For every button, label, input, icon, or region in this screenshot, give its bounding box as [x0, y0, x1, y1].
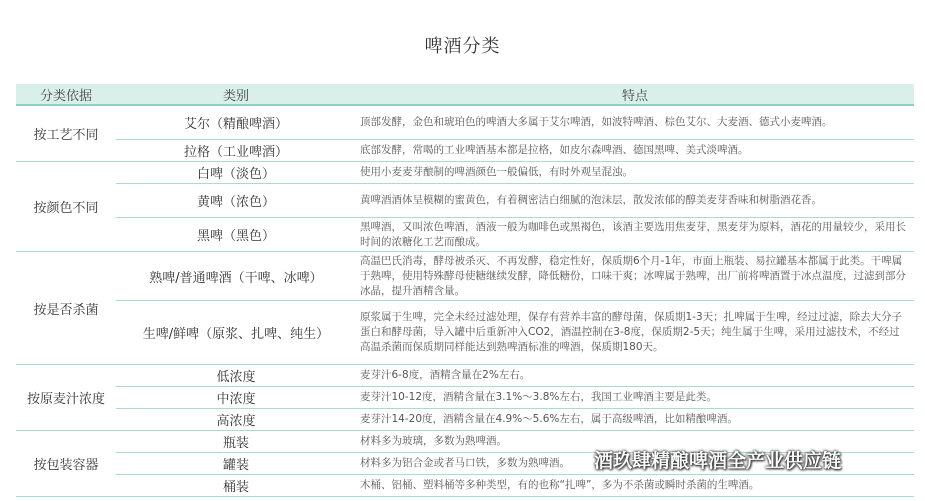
- table-row: [16, 105, 914, 140]
- watermark-text: 酒玖肆精酿啤酒全产业供应链: [594, 450, 842, 472]
- feature-cell: 麦芽汁6-8度，酒精含量在2%左右。: [356, 365, 914, 387]
- category-cell: 熟啤/普通啤酒（干啤、冰啤）: [116, 252, 356, 301]
- table-row: [16, 365, 914, 387]
- table-row: [16, 409, 914, 431]
- category-cell: 桶装: [116, 475, 356, 497]
- category-cell: 艾尔（精酿啤酒）: [116, 105, 356, 140]
- table-row: [16, 184, 914, 218]
- table-row: [16, 301, 914, 365]
- table-row: [16, 162, 914, 184]
- feature-cell: 高温巴氏消毒，酵母被杀灭、不再发酵，稳定性好，保质期6个月-1年，市面上瓶装、易拉罐基本都属于此类。干啤属于熟啤，使用特殊酵母使糖继续发酵，降低糖份，口味干爽；冰啤属于熟啤，出厂前将啤酒置于冰点温度，过滤到部分冰晶，提升酒精含量。: [356, 252, 914, 301]
- table-row: [16, 387, 914, 409]
- table-row: [16, 475, 914, 497]
- category-cell: 低浓度: [116, 365, 356, 387]
- watermark: [568, 446, 841, 473]
- table-row: [16, 252, 914, 301]
- feature-cell: 材料多为玻璃，多数为熟啤酒。: [356, 431, 914, 453]
- header-category: 类别: [116, 84, 356, 105]
- category-cell: 黑啤（黑色）: [116, 218, 356, 252]
- category-cell: 高浓度: [116, 409, 356, 431]
- feature-cell: 黑啤酒，又叫浓色啤酒，酒液一般为咖啡色或黑褐色，该酒主要选用焦麦芽，黑麦芽为原料，酒花的用量较少，采用长时间的浓糖化工艺而酿成。: [356, 218, 914, 252]
- feature-cell: 底部发酵，常喝的工业啤酒基本都是拉格，如皮尔森啤酒、德国黑啤、美式淡啤酒。: [356, 140, 914, 162]
- feature-cell: 木桶、铝桶、塑料桶等多种类型，有的也称“扎啤”，多为不杀菌或瞬时杀菌的生啤酒。: [356, 475, 914, 497]
- basis-cell: 按工艺不同: [16, 105, 116, 162]
- table-row: [16, 140, 914, 162]
- category-cell: 拉格（工业啤酒）: [116, 140, 356, 162]
- basis-cell: 按原麦汁浓度: [16, 365, 116, 431]
- category-cell: 生啤/鲜啤（原浆、扎啤、纯生）: [116, 301, 356, 365]
- page-title: 啤酒分类: [424, 36, 501, 57]
- feature-cell: 麦芽汁14-20度，酒精含量在4.9%～5.6%左右，属于高级啤酒，比如精酿啤酒。: [356, 409, 914, 431]
- category-cell: 白啤（淡色）: [116, 162, 356, 184]
- basis-cell: 按颜色不同: [16, 162, 116, 252]
- basis-cell: 按是否杀菌: [16, 252, 116, 365]
- header-features: 特点: [356, 84, 914, 105]
- feature-cell: 麦芽汁10-12度，酒精含量在3.1%～3.8%左右，我国工业啤酒主要是此类。: [356, 387, 914, 409]
- beer-classification-table: [16, 84, 914, 497]
- feature-cell: 使用小麦麦芽酿制的啤酒颜色一般偏低，有时外观呈混浊。: [356, 162, 914, 184]
- feature-cell: 材料多为铝合金或者马口铁，多数为熟啤酒。: [356, 453, 914, 475]
- category-cell: 黄啤（浓色）: [116, 184, 356, 218]
- wechat-bubble-icon: [568, 453, 590, 471]
- table-row: [16, 218, 914, 252]
- header-basis: 分类依据: [16, 84, 116, 105]
- feature-cell: 黄啤酒酒体呈模糊的蜜黄色，有着稠密洁白细腻的泡沫层，散发浓郁的醇美麦芽香味和树脂酒花香。: [356, 184, 914, 218]
- category-cell: 中浓度: [116, 387, 356, 409]
- feature-cell: 原浆属于生啤，完全未经过滤处理，保存有营养丰富的酵母菌，保质期1-3天；扎啤属于生啤，经过过滤，除去大分子蛋白和酵母菌，导入罐中后重新冲入CO2，酒温控制在3-8度，保质期2-5天；纯生属于生啤，采用过滤技术，不经过高温杀菌而保质期同样能达到熟啤酒标准的啤酒，保质期180天。: [356, 301, 914, 365]
- category-cell: 罐装: [116, 453, 356, 475]
- feature-cell: 顶部发酵，金色和琥珀色的啤酒大多属于艾尔啤酒，如波特啤酒、棕色艾尔、大麦酒、德式小麦啤酒。: [356, 105, 914, 140]
- category-cell: 瓶装: [116, 431, 356, 453]
- basis-cell: 按包装容器: [16, 431, 116, 497]
- header-row: [16, 84, 914, 105]
